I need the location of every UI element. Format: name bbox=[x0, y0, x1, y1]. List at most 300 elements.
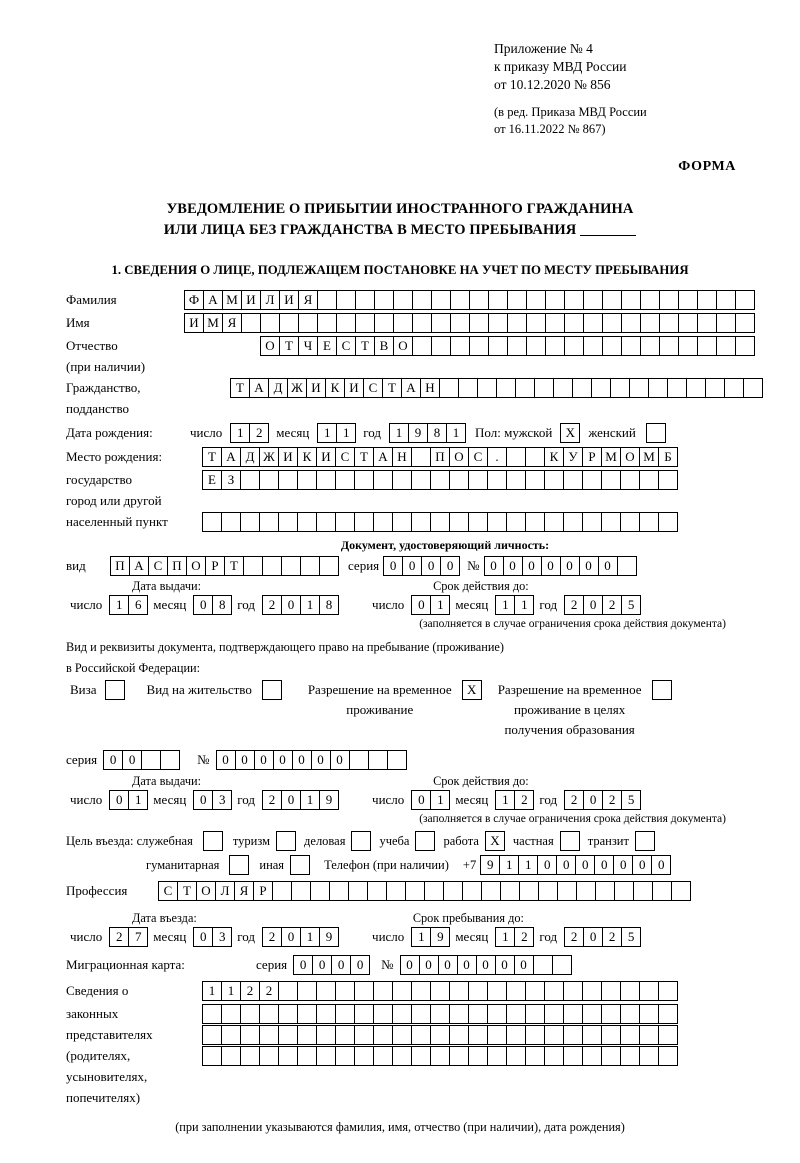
cell[interactable]: 0 bbox=[522, 556, 542, 576]
cell[interactable]: 0 bbox=[193, 790, 213, 810]
cell[interactable] bbox=[240, 470, 260, 490]
cell[interactable]: 1 bbox=[430, 595, 450, 615]
cell[interactable] bbox=[595, 881, 615, 901]
cell[interactable] bbox=[278, 470, 298, 490]
cell[interactable] bbox=[240, 512, 260, 532]
cell[interactable] bbox=[319, 556, 339, 576]
cell[interactable]: 5 bbox=[621, 927, 641, 947]
surname-cells[interactable] bbox=[184, 290, 754, 310]
cell[interactable] bbox=[335, 470, 355, 490]
cell[interactable] bbox=[272, 881, 292, 901]
cell[interactable] bbox=[507, 290, 527, 310]
cell[interactable]: Т bbox=[224, 556, 244, 576]
cell[interactable] bbox=[507, 336, 527, 356]
migration-series-cells[interactable] bbox=[293, 955, 369, 975]
cell[interactable]: 0 bbox=[632, 855, 652, 875]
cell[interactable] bbox=[355, 313, 375, 333]
cell[interactable]: А bbox=[203, 290, 223, 310]
cell[interactable] bbox=[648, 378, 668, 398]
cell[interactable]: К bbox=[544, 447, 564, 467]
cell[interactable] bbox=[658, 512, 678, 532]
cell[interactable] bbox=[621, 290, 641, 310]
cell[interactable] bbox=[368, 750, 388, 770]
cell[interactable] bbox=[506, 447, 526, 467]
cell[interactable]: 3 bbox=[212, 790, 232, 810]
cell[interactable] bbox=[300, 556, 320, 576]
cell[interactable] bbox=[506, 470, 526, 490]
doc-valid-day-cells[interactable] bbox=[411, 595, 449, 615]
cell[interactable] bbox=[639, 1046, 659, 1066]
cell[interactable] bbox=[462, 881, 482, 901]
cell[interactable] bbox=[526, 336, 546, 356]
cell[interactable]: С bbox=[468, 447, 488, 467]
cell[interactable] bbox=[582, 512, 602, 532]
cell[interactable]: 3 bbox=[212, 927, 232, 947]
cell[interactable]: 0 bbox=[583, 595, 603, 615]
stay-issue-year-cells[interactable] bbox=[262, 790, 338, 810]
cell[interactable] bbox=[243, 556, 263, 576]
cell[interactable]: У bbox=[563, 447, 583, 467]
cell[interactable]: 0 bbox=[503, 556, 523, 576]
cell[interactable] bbox=[487, 981, 507, 1001]
cell[interactable] bbox=[278, 512, 298, 532]
cell[interactable] bbox=[640, 313, 660, 333]
cell[interactable]: 1 bbox=[430, 790, 450, 810]
cell[interactable] bbox=[667, 378, 687, 398]
doc-issue-year-cells[interactable] bbox=[262, 595, 338, 615]
cell[interactable] bbox=[716, 313, 736, 333]
cell[interactable] bbox=[506, 1046, 526, 1066]
cell[interactable] bbox=[449, 1025, 469, 1045]
purpose-humanitarian-checkbox[interactable] bbox=[229, 855, 249, 875]
cell[interactable] bbox=[354, 470, 374, 490]
cell[interactable] bbox=[469, 313, 489, 333]
cell[interactable]: С bbox=[336, 336, 356, 356]
cell[interactable] bbox=[601, 1046, 621, 1066]
cell[interactable] bbox=[240, 1004, 260, 1024]
cell[interactable]: С bbox=[335, 447, 355, 467]
cell[interactable] bbox=[564, 290, 584, 310]
cell[interactable] bbox=[640, 290, 660, 310]
cell[interactable]: П bbox=[110, 556, 130, 576]
cell[interactable] bbox=[716, 336, 736, 356]
cell[interactable]: 1 bbox=[389, 423, 409, 443]
cell[interactable]: 8 bbox=[319, 595, 339, 615]
cell[interactable]: 0 bbox=[103, 750, 123, 770]
cell[interactable] bbox=[259, 512, 279, 532]
cell[interactable] bbox=[525, 512, 545, 532]
cell[interactable]: 1 bbox=[317, 423, 337, 443]
cell[interactable]: Ж bbox=[259, 447, 279, 467]
cell[interactable]: 9 bbox=[408, 423, 428, 443]
cell[interactable]: Я bbox=[234, 881, 254, 901]
cell[interactable] bbox=[278, 1046, 298, 1066]
sex-female-checkbox[interactable] bbox=[646, 423, 666, 443]
cell[interactable] bbox=[392, 1046, 412, 1066]
cell[interactable]: М bbox=[203, 313, 223, 333]
cell[interactable]: П bbox=[430, 447, 450, 467]
cell[interactable]: 1 bbox=[495, 790, 515, 810]
cell[interactable] bbox=[411, 1025, 431, 1045]
cell[interactable] bbox=[544, 1046, 564, 1066]
cell[interactable]: Т bbox=[354, 447, 374, 467]
entry-month-cells[interactable] bbox=[193, 927, 231, 947]
cell[interactable]: 1 bbox=[128, 790, 148, 810]
cell[interactable]: 1 bbox=[230, 423, 250, 443]
cell[interactable]: Я bbox=[222, 313, 242, 333]
cell[interactable] bbox=[317, 290, 337, 310]
cell[interactable] bbox=[298, 313, 318, 333]
cell[interactable] bbox=[582, 470, 602, 490]
cell[interactable]: 0 bbox=[383, 556, 403, 576]
cell[interactable] bbox=[297, 1046, 317, 1066]
cell[interactable] bbox=[487, 470, 507, 490]
cell[interactable] bbox=[735, 290, 755, 310]
cell[interactable] bbox=[367, 881, 387, 901]
cell[interactable] bbox=[639, 1025, 659, 1045]
cell[interactable] bbox=[373, 470, 393, 490]
cell[interactable] bbox=[735, 313, 755, 333]
birth-year-cells[interactable] bbox=[389, 423, 465, 443]
cell[interactable]: 0 bbox=[476, 955, 496, 975]
cell[interactable] bbox=[601, 981, 621, 1001]
purpose-transit-checkbox[interactable] bbox=[635, 831, 655, 851]
cell[interactable]: 9 bbox=[480, 855, 500, 875]
doc-type-cells[interactable] bbox=[110, 556, 338, 576]
cell[interactable] bbox=[202, 1046, 222, 1066]
stay-valid-day-cells[interactable] bbox=[411, 790, 449, 810]
cell[interactable] bbox=[221, 512, 241, 532]
cell[interactable] bbox=[411, 470, 431, 490]
cell[interactable] bbox=[412, 336, 432, 356]
cell[interactable] bbox=[525, 470, 545, 490]
cell[interactable] bbox=[240, 1046, 260, 1066]
cell[interactable] bbox=[621, 313, 641, 333]
cell[interactable] bbox=[202, 1025, 222, 1045]
cell[interactable] bbox=[487, 512, 507, 532]
cell[interactable] bbox=[411, 512, 431, 532]
cell[interactable] bbox=[291, 881, 311, 901]
cell[interactable] bbox=[496, 378, 516, 398]
cell[interactable]: А bbox=[249, 378, 269, 398]
cell[interactable] bbox=[449, 981, 469, 1001]
cell[interactable] bbox=[260, 313, 280, 333]
cell[interactable]: 6 bbox=[128, 595, 148, 615]
cell[interactable] bbox=[374, 313, 394, 333]
cell[interactable] bbox=[141, 750, 161, 770]
cell[interactable]: А bbox=[129, 556, 149, 576]
cell[interactable] bbox=[544, 1025, 564, 1045]
cell[interactable]: 0 bbox=[575, 855, 595, 875]
cell[interactable] bbox=[620, 1025, 640, 1045]
cell[interactable]: 5 bbox=[621, 595, 641, 615]
cell[interactable]: С bbox=[363, 378, 383, 398]
cell[interactable] bbox=[430, 512, 450, 532]
cell[interactable] bbox=[610, 378, 630, 398]
cell[interactable] bbox=[278, 1025, 298, 1045]
stay-valid-year-cells[interactable] bbox=[564, 790, 640, 810]
cell[interactable] bbox=[545, 336, 565, 356]
cell[interactable] bbox=[468, 470, 488, 490]
cell[interactable]: 0 bbox=[583, 790, 603, 810]
cell[interactable]: 1 bbox=[499, 855, 519, 875]
doc-valid-year-cells[interactable] bbox=[564, 595, 640, 615]
cell[interactable] bbox=[221, 1046, 241, 1066]
cell[interactable] bbox=[297, 1004, 317, 1024]
cell[interactable]: И bbox=[278, 447, 298, 467]
cell[interactable] bbox=[526, 313, 546, 333]
cell[interactable] bbox=[297, 512, 317, 532]
cell[interactable]: 0 bbox=[421, 556, 441, 576]
cell[interactable] bbox=[659, 336, 679, 356]
cell[interactable]: М bbox=[639, 447, 659, 467]
cell[interactable]: 2 bbox=[514, 927, 534, 947]
cell[interactable] bbox=[602, 336, 622, 356]
cell[interactable] bbox=[639, 470, 659, 490]
cell[interactable]: 1 bbox=[495, 927, 515, 947]
cell[interactable] bbox=[202, 1004, 222, 1024]
cell[interactable] bbox=[297, 1025, 317, 1045]
cell[interactable]: Т bbox=[202, 447, 222, 467]
cell[interactable]: 0 bbox=[560, 556, 580, 576]
cell[interactable] bbox=[449, 512, 469, 532]
cell[interactable] bbox=[525, 1004, 545, 1024]
cell[interactable] bbox=[658, 1046, 678, 1066]
cell[interactable] bbox=[617, 556, 637, 576]
cell[interactable]: 0 bbox=[292, 750, 312, 770]
cell[interactable]: И bbox=[184, 313, 204, 333]
cell[interactable]: Т bbox=[382, 378, 402, 398]
cell[interactable]: 2 bbox=[109, 927, 129, 947]
cell[interactable] bbox=[724, 378, 744, 398]
doc-issue-month-cells[interactable] bbox=[193, 595, 231, 615]
cell[interactable]: Ч bbox=[298, 336, 318, 356]
cell[interactable] bbox=[430, 1046, 450, 1066]
cell[interactable]: О bbox=[393, 336, 413, 356]
cell[interactable]: Ж bbox=[287, 378, 307, 398]
representatives-cells-4[interactable] bbox=[202, 1046, 677, 1066]
cell[interactable] bbox=[481, 881, 501, 901]
cell[interactable] bbox=[278, 1004, 298, 1024]
cell[interactable]: 0 bbox=[235, 750, 255, 770]
cell[interactable]: 0 bbox=[122, 750, 142, 770]
cell[interactable]: 0 bbox=[411, 790, 431, 810]
cell[interactable] bbox=[259, 470, 279, 490]
doc-issue-day-cells[interactable] bbox=[109, 595, 147, 615]
cell[interactable] bbox=[525, 981, 545, 1001]
cell[interactable] bbox=[620, 1004, 640, 1024]
cell[interactable] bbox=[601, 512, 621, 532]
cell[interactable]: О bbox=[196, 881, 216, 901]
birth-day-cells[interactable] bbox=[230, 423, 268, 443]
cell[interactable] bbox=[354, 981, 374, 1001]
temp-residence-checkbox[interactable]: Х bbox=[462, 680, 482, 700]
cell[interactable] bbox=[354, 1046, 374, 1066]
cell[interactable]: 0 bbox=[556, 855, 576, 875]
cell[interactable]: 2 bbox=[249, 423, 269, 443]
cell[interactable] bbox=[601, 1004, 621, 1024]
cell[interactable] bbox=[671, 881, 691, 901]
cell[interactable] bbox=[563, 1004, 583, 1024]
purpose-tourism-checkbox[interactable] bbox=[276, 831, 296, 851]
birthplace-cells-2[interactable] bbox=[202, 470, 677, 490]
cell[interactable] bbox=[678, 336, 698, 356]
cell[interactable]: Я bbox=[298, 290, 318, 310]
cell[interactable] bbox=[259, 1046, 279, 1066]
sex-male-checkbox[interactable]: Х bbox=[560, 423, 580, 443]
cell[interactable] bbox=[373, 1004, 393, 1024]
cell[interactable]: М bbox=[222, 290, 242, 310]
cell[interactable]: 1 bbox=[300, 927, 320, 947]
cell[interactable] bbox=[450, 290, 470, 310]
cell[interactable] bbox=[393, 313, 413, 333]
cell[interactable]: 0 bbox=[402, 556, 422, 576]
cell[interactable] bbox=[583, 313, 603, 333]
cell[interactable] bbox=[279, 313, 299, 333]
cell[interactable] bbox=[468, 981, 488, 1001]
cell[interactable]: К bbox=[297, 447, 317, 467]
cell[interactable]: 0 bbox=[411, 595, 431, 615]
cell[interactable]: 0 bbox=[579, 556, 599, 576]
cell[interactable] bbox=[335, 981, 355, 1001]
cell[interactable] bbox=[374, 290, 394, 310]
cell[interactable]: А bbox=[221, 447, 241, 467]
birthplace-cells-3[interactable] bbox=[202, 512, 677, 532]
cell[interactable] bbox=[221, 1025, 241, 1045]
cell[interactable]: 0 bbox=[273, 750, 293, 770]
cell[interactable] bbox=[620, 981, 640, 1001]
cell[interactable] bbox=[348, 881, 368, 901]
cell[interactable]: Т bbox=[230, 378, 250, 398]
cell[interactable] bbox=[387, 750, 407, 770]
cell[interactable] bbox=[572, 378, 592, 398]
cell[interactable]: 9 bbox=[319, 790, 339, 810]
residence-checkbox[interactable] bbox=[262, 680, 282, 700]
stay-issue-month-cells[interactable] bbox=[193, 790, 231, 810]
cell[interactable] bbox=[373, 1025, 393, 1045]
stay-to-month-cells[interactable] bbox=[495, 927, 533, 947]
cell[interactable]: 0 bbox=[400, 955, 420, 975]
cell[interactable]: Р bbox=[205, 556, 225, 576]
cell[interactable]: 0 bbox=[331, 955, 351, 975]
purpose-business-checkbox[interactable] bbox=[351, 831, 371, 851]
cell[interactable] bbox=[354, 512, 374, 532]
cell[interactable]: 0 bbox=[254, 750, 274, 770]
cell[interactable] bbox=[468, 512, 488, 532]
cell[interactable]: 2 bbox=[602, 595, 622, 615]
citizenship-cells[interactable] bbox=[230, 378, 762, 398]
cell[interactable] bbox=[582, 1025, 602, 1045]
name-cells[interactable] bbox=[184, 313, 754, 333]
cell[interactable]: Ф bbox=[184, 290, 204, 310]
cell[interactable] bbox=[697, 336, 717, 356]
cell[interactable] bbox=[335, 512, 355, 532]
cell[interactable]: 0 bbox=[457, 955, 477, 975]
cell[interactable]: Т bbox=[279, 336, 299, 356]
cell[interactable]: 0 bbox=[419, 955, 439, 975]
cell[interactable] bbox=[468, 1025, 488, 1045]
representatives-cells-2[interactable] bbox=[202, 1004, 677, 1024]
cell[interactable] bbox=[297, 981, 317, 1001]
cell[interactable] bbox=[563, 1025, 583, 1045]
cell[interactable]: 2 bbox=[262, 790, 282, 810]
cell[interactable]: 1 bbox=[446, 423, 466, 443]
cell[interactable] bbox=[392, 470, 412, 490]
cell[interactable] bbox=[506, 1004, 526, 1024]
cell[interactable]: 1 bbox=[109, 595, 129, 615]
cell[interactable] bbox=[602, 290, 622, 310]
cell[interactable] bbox=[488, 290, 508, 310]
cell[interactable]: О bbox=[620, 447, 640, 467]
cell[interactable] bbox=[336, 313, 356, 333]
cell[interactable]: 1 bbox=[202, 981, 222, 1001]
cell[interactable] bbox=[716, 290, 736, 310]
cell[interactable] bbox=[392, 1025, 412, 1045]
cell[interactable]: 0 bbox=[216, 750, 236, 770]
cell[interactable] bbox=[526, 290, 546, 310]
cell[interactable] bbox=[544, 512, 564, 532]
cell[interactable] bbox=[658, 981, 678, 1001]
cell[interactable] bbox=[449, 470, 469, 490]
cell[interactable]: 0 bbox=[613, 855, 633, 875]
cell[interactable]: 1 bbox=[514, 595, 534, 615]
cell[interactable] bbox=[443, 881, 463, 901]
phone-cells[interactable] bbox=[480, 855, 670, 875]
cell[interactable] bbox=[335, 1025, 355, 1045]
cell[interactable] bbox=[538, 881, 558, 901]
cell[interactable] bbox=[620, 470, 640, 490]
cell[interactable]: Д bbox=[240, 447, 260, 467]
stay-to-day-cells[interactable] bbox=[411, 927, 449, 947]
cell[interactable]: 2 bbox=[240, 981, 260, 1001]
cell[interactable]: 1 bbox=[300, 595, 320, 615]
cell[interactable] bbox=[468, 1046, 488, 1066]
cell[interactable] bbox=[411, 1004, 431, 1024]
cell[interactable]: И bbox=[344, 378, 364, 398]
cell[interactable] bbox=[373, 981, 393, 1001]
cell[interactable] bbox=[564, 313, 584, 333]
patronymic-cells[interactable] bbox=[260, 336, 754, 356]
cell[interactable]: Т bbox=[355, 336, 375, 356]
cell[interactable]: И bbox=[241, 290, 261, 310]
cell[interactable] bbox=[658, 1004, 678, 1024]
cell[interactable]: 0 bbox=[281, 927, 301, 947]
cell[interactable]: 2 bbox=[259, 981, 279, 1001]
cell[interactable] bbox=[506, 1025, 526, 1045]
cell[interactable] bbox=[563, 1046, 583, 1066]
cell[interactable] bbox=[557, 881, 577, 901]
cell[interactable]: . bbox=[487, 447, 507, 467]
cell[interactable] bbox=[582, 1004, 602, 1024]
cell[interactable] bbox=[525, 1046, 545, 1066]
stay-series-cells[interactable] bbox=[103, 750, 179, 770]
cell[interactable] bbox=[487, 1004, 507, 1024]
cell[interactable]: Р bbox=[582, 447, 602, 467]
cell[interactable]: 0 bbox=[514, 955, 534, 975]
cell[interactable] bbox=[430, 470, 450, 490]
cell[interactable] bbox=[354, 1025, 374, 1045]
cell[interactable] bbox=[533, 955, 553, 975]
cell[interactable] bbox=[583, 336, 603, 356]
cell[interactable] bbox=[316, 1046, 336, 1066]
cell[interactable]: 0 bbox=[293, 955, 313, 975]
cell[interactable] bbox=[316, 1004, 336, 1024]
cell[interactable] bbox=[563, 470, 583, 490]
cell[interactable] bbox=[469, 336, 489, 356]
cell[interactable]: Н bbox=[392, 447, 412, 467]
cell[interactable] bbox=[639, 1004, 659, 1024]
cell[interactable] bbox=[614, 881, 634, 901]
